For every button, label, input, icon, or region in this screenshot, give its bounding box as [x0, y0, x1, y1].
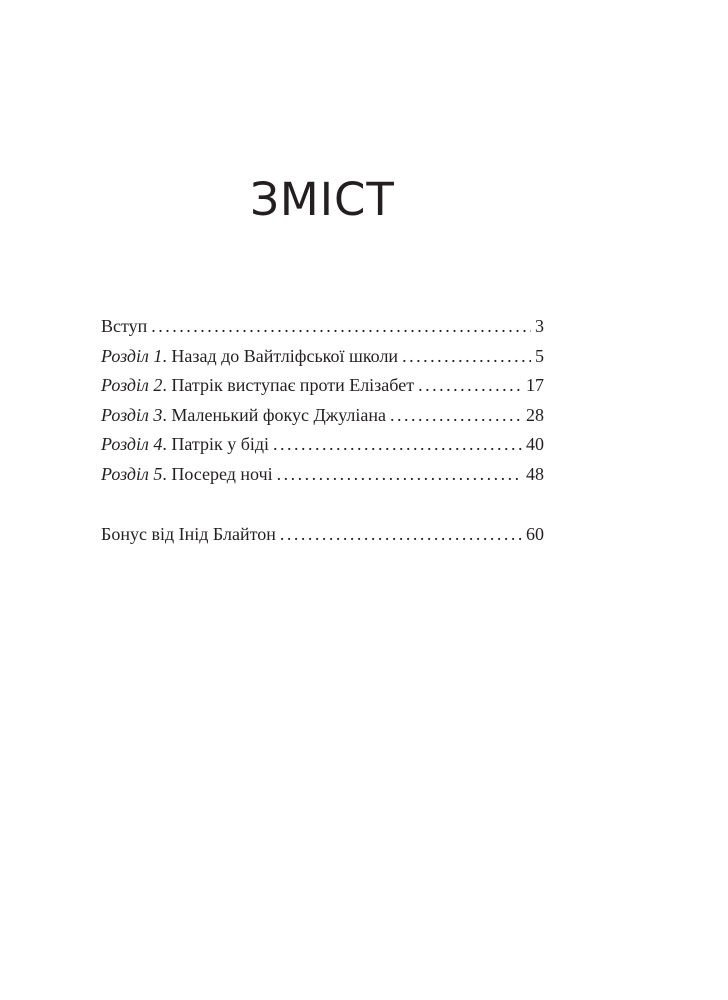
- chapter-number: Розділ 5: [101, 463, 163, 484]
- toc-entry-chapter-2[interactable]: [101, 371, 544, 401]
- chapter-number: Розділ 1: [101, 345, 163, 366]
- chapter-number: Розділ 4: [101, 434, 163, 454]
- page-title: ЗМІСТ: [250, 173, 395, 226]
- toc-entry-label: [101, 401, 386, 431]
- table-of-contents: [101, 312, 544, 550]
- toc-entry-label: [101, 342, 398, 372]
- page-number: 17: [526, 375, 544, 395]
- chapter-title: . Назад до Вайтліфської школи: [162, 345, 399, 366]
- chapter-title: . Патрік виступає проти Елізабет: [162, 375, 415, 395]
- page-number: 40: [526, 434, 544, 454]
- dot-leader: [390, 401, 522, 431]
- toc-entry-label: [101, 312, 147, 342]
- page-number: 60: [526, 524, 544, 544]
- section-spacer: [101, 489, 544, 520]
- page-number: 48: [526, 463, 544, 484]
- page-number: 3: [535, 316, 544, 336]
- toc-entry-label: [101, 371, 414, 401]
- toc-entry-label: Бонус від Інід Блайтон: [101, 524, 276, 544]
- dot-leader: [273, 430, 522, 460]
- toc-entry-chapter-1[interactable]: [101, 342, 544, 372]
- chapter-title: . Посеред ночі: [162, 463, 273, 484]
- dot-leader: [277, 460, 522, 490]
- toc-entry-bonus[interactable]: [101, 520, 544, 550]
- page-number: 28: [526, 404, 544, 425]
- toc-entry-chapter-3[interactable]: [101, 401, 544, 431]
- toc-entry-chapter-4[interactable]: [101, 430, 544, 460]
- dot-leader: [418, 371, 522, 401]
- page-number: 5: [535, 345, 544, 366]
- toc-entry-label: [101, 430, 269, 460]
- toc-entry-chapter-5[interactable]: [101, 460, 544, 490]
- chapter-number: Розділ 2: [101, 375, 163, 395]
- dot-leader: [402, 342, 531, 372]
- chapter-title: Вступ: [101, 316, 148, 336]
- dot-leader: [280, 520, 522, 550]
- toc-entry-label: [101, 460, 273, 490]
- toc-entry-intro[interactable]: [101, 312, 544, 342]
- chapter-title: . Маленький фокус Джуліана: [162, 404, 386, 425]
- chapter-title: . Патрік у біді: [162, 434, 270, 454]
- chapter-number: Розділ 3: [101, 404, 163, 425]
- dot-leader: [151, 312, 531, 342]
